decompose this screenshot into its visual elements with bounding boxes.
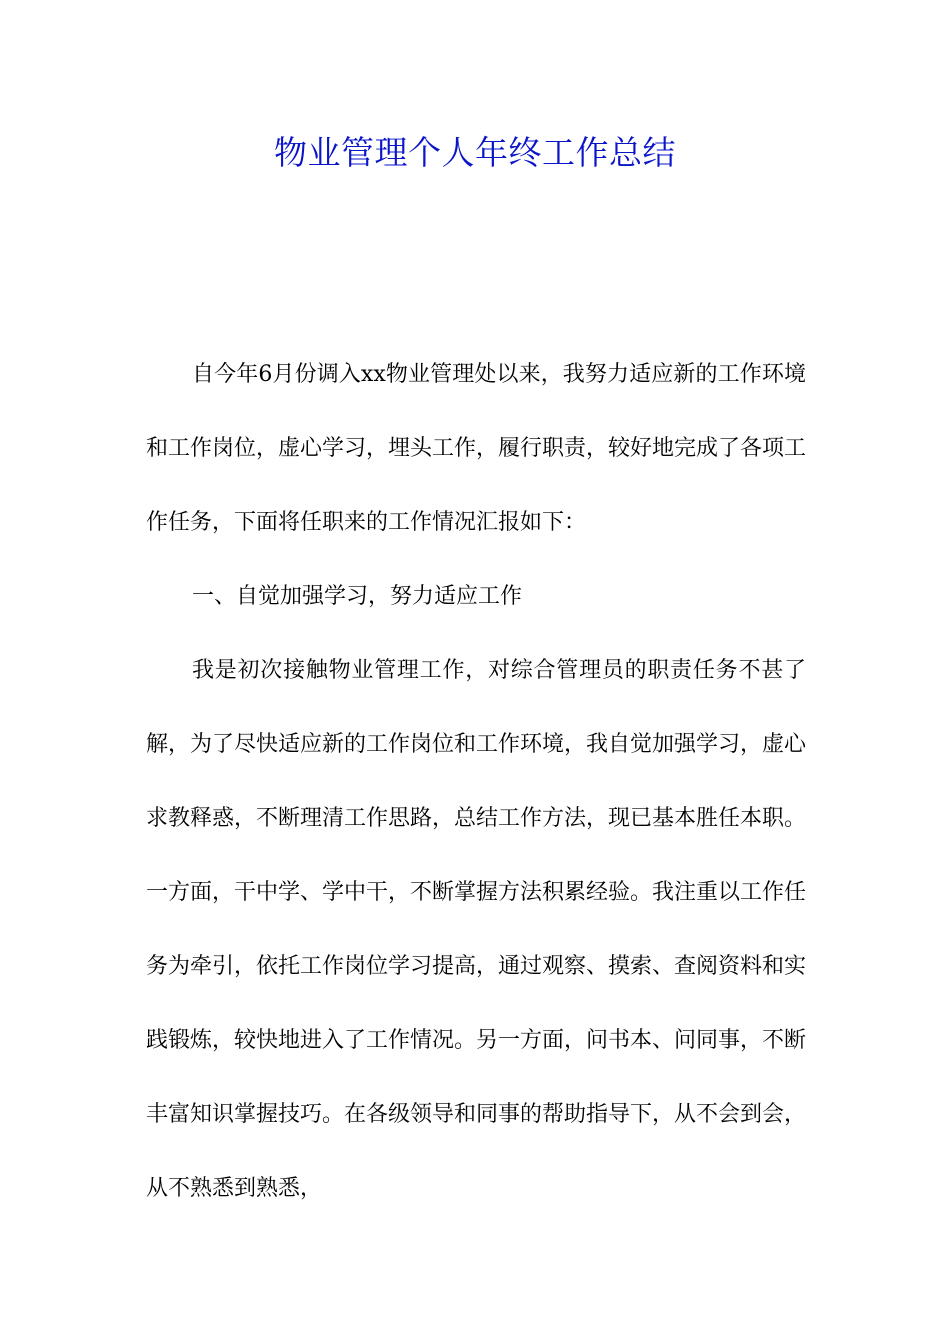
document-body [146, 338, 806, 1226]
paragraph-intro: 自今年6月份调入xx物业管理处以来，我努力适应新的工作环境和工作岗位，虚心学习，埋头工作，履行职责，较好地完成了各项工作任务，下面将任职来的工作情况汇报如下： [146, 362, 807, 535]
paragraph-section-1: 我是初次接触物业管理工作，对综合管理员的职责任务不甚了解，为了尽快适应新的工作岗位和工作环境，我自觉加强学习，虚心求教释惑，不断理清工作思路，总结工作方法，现已基本胜任本职。一方面，干中学、学中干，不断掌握方法积累经验。我注重以工作任务为牵引，依托工作岗位学习提高，通过观察、摸索、查阅资料和实践锻炼，较快地进入了工作情况。另一方面，问书本、问同事，不断丰富知识掌握技巧。在各级领导和同事的帮助指导下，从不会到会，从不熟悉到熟悉， [146, 658, 807, 1201]
document-title: 物业管理个人年终工作总结 [274, 133, 676, 172]
section-heading-1: 一、自觉加强学习，努力适应工作 [192, 584, 523, 609]
